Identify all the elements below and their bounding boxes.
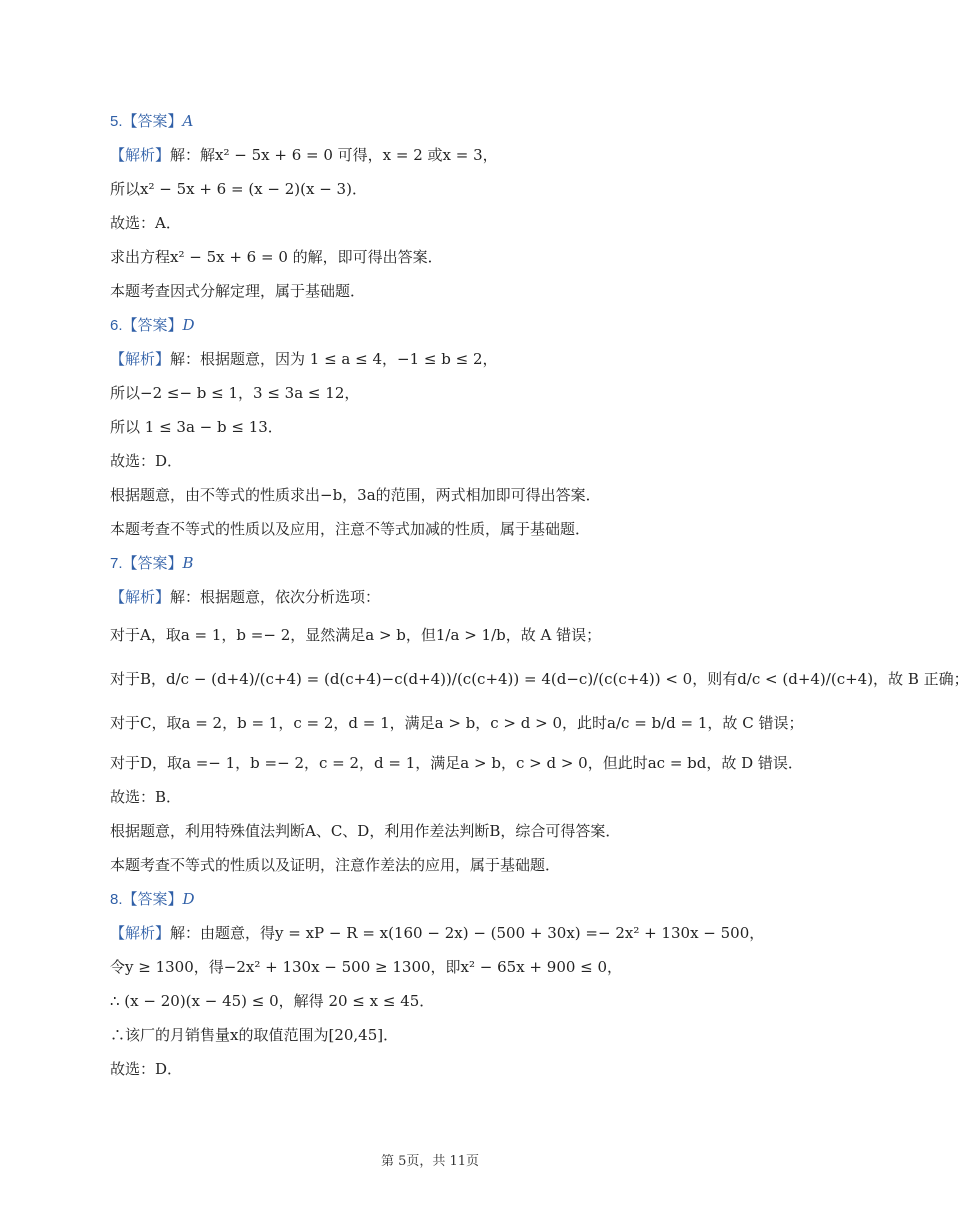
analysis-tag: 【解析】	[110, 146, 171, 164]
answer-line-6	[110, 314, 820, 337]
answer-value: A	[182, 112, 194, 130]
analysis-line: 根据题意，由不等式的性质求出−b，3a的范围，两式相加即可得出答案．	[110, 486, 601, 504]
analysis-line: 本题考查不等式的性质以及证明，注意作差法的应用，属于基础题．	[110, 856, 561, 874]
analysis-text: 解：根据题意，依次分析选项：	[170, 588, 381, 606]
answer-line-5	[110, 110, 820, 133]
analysis-line: ∴ (x − 20)(x − 45) ≤ 0，解得 20 ≤ x ≤ 45．	[110, 992, 435, 1010]
analysis-line: 故选：B．	[110, 788, 182, 806]
answer-value: B	[182, 554, 194, 572]
answer-tag: 【答案】	[122, 554, 183, 572]
analysis-line: 对于D，取a =− 1，b =− 2，c = 2，d = 1，满足a > b，c > d > 0，但此时ac = bd，故 D 错误．	[110, 754, 803, 772]
analysis-line: 本题考查不等式的性质以及应用，注意不等式加减的性质，属于基础题．	[110, 520, 591, 538]
question-number: 5.	[110, 113, 123, 130]
analysis-line: 所以x² − 5x + 6 = (x − 2)(x − 3)．	[110, 180, 367, 198]
answer-line-8	[110, 888, 820, 911]
analysis-line: 根据题意，利用特殊值法判断A、C、D，利用作差法判断B，综合可得答案．	[110, 822, 621, 840]
analysis-line	[110, 586, 820, 608]
analysis-line: 对于A，取a = 1，b =− 2，显然满足a > b，但1/a > 1/b，故 A 错误；	[110, 626, 602, 644]
answer-tag: 【答案】	[122, 112, 183, 130]
analysis-line: 故选：A．	[110, 214, 181, 232]
answer-line-7	[110, 552, 820, 575]
question-number: 6.	[110, 317, 123, 334]
analysis-text: 解：根据题意，因为 1 ≤ a ≤ 4，−1 ≤ b ≤ 2，	[170, 350, 498, 368]
analysis-line: 故选：D．	[110, 1060, 183, 1078]
analysis-line	[110, 348, 820, 370]
analysis-line: 故选：D．	[110, 452, 183, 470]
analysis-line: 所以 1 ≤ 3a − b ≤ 13．	[110, 418, 283, 436]
analysis-line: 令y ≥ 1300，得−2x² + 130x − 500 ≥ 1300，即x² − 65x + 900 ≤ 0，	[110, 958, 623, 976]
analysis-line: 求出方程x² − 5x + 6 = 0 的解，即可得出答案．	[110, 248, 443, 266]
analysis-text: 解：解x² − 5x + 6 = 0 可得，x = 2 或x = 3，	[170, 146, 498, 164]
answer-value: D	[182, 890, 195, 908]
answer-tag: 【答案】	[122, 890, 183, 908]
analysis-line	[110, 922, 820, 944]
analysis-text: 解：由题意，得y = xP − R = x(160 − 2x) − (500 + 30x) =− 2x² + 130x − 500，	[170, 924, 765, 942]
analysis-line: 所以−2 ≤− b ≤ 1，3 ≤ 3a ≤ 12，	[110, 384, 360, 402]
analysis-tag: 【解析】	[110, 588, 171, 606]
analysis-line: 对于B，d/c − (d+4)/(c+4) = (d(c+4)−c(d+4))/(c(c+4)) = 4(d−c)/(c(c+4)) < 0，则有d/c < (d+4)/(c+4)，故 B 正确；	[110, 670, 969, 688]
answer-value: D	[182, 316, 195, 334]
analysis-tag: 【解析】	[110, 924, 171, 942]
page-footer: 第 5页，共 11页	[380, 1154, 480, 1169]
analysis-line	[110, 144, 820, 166]
question-number: 8.	[110, 891, 123, 908]
question-number: 7.	[110, 555, 123, 572]
analysis-line: 对于C，取a = 2，b = 1，c = 2，d = 1，满足a > b，c > d > 0，此时a/c = b/d = 1，故 C 错误；	[110, 714, 804, 732]
analysis-line: 本题考查因式分解定理，属于基础题．	[110, 282, 366, 300]
answer-tag: 【答案】	[122, 316, 183, 334]
analysis-line: ∴该厂的月销售量x的取值范围为[20,45]．	[110, 1026, 399, 1044]
analysis-tag: 【解析】	[110, 350, 171, 368]
